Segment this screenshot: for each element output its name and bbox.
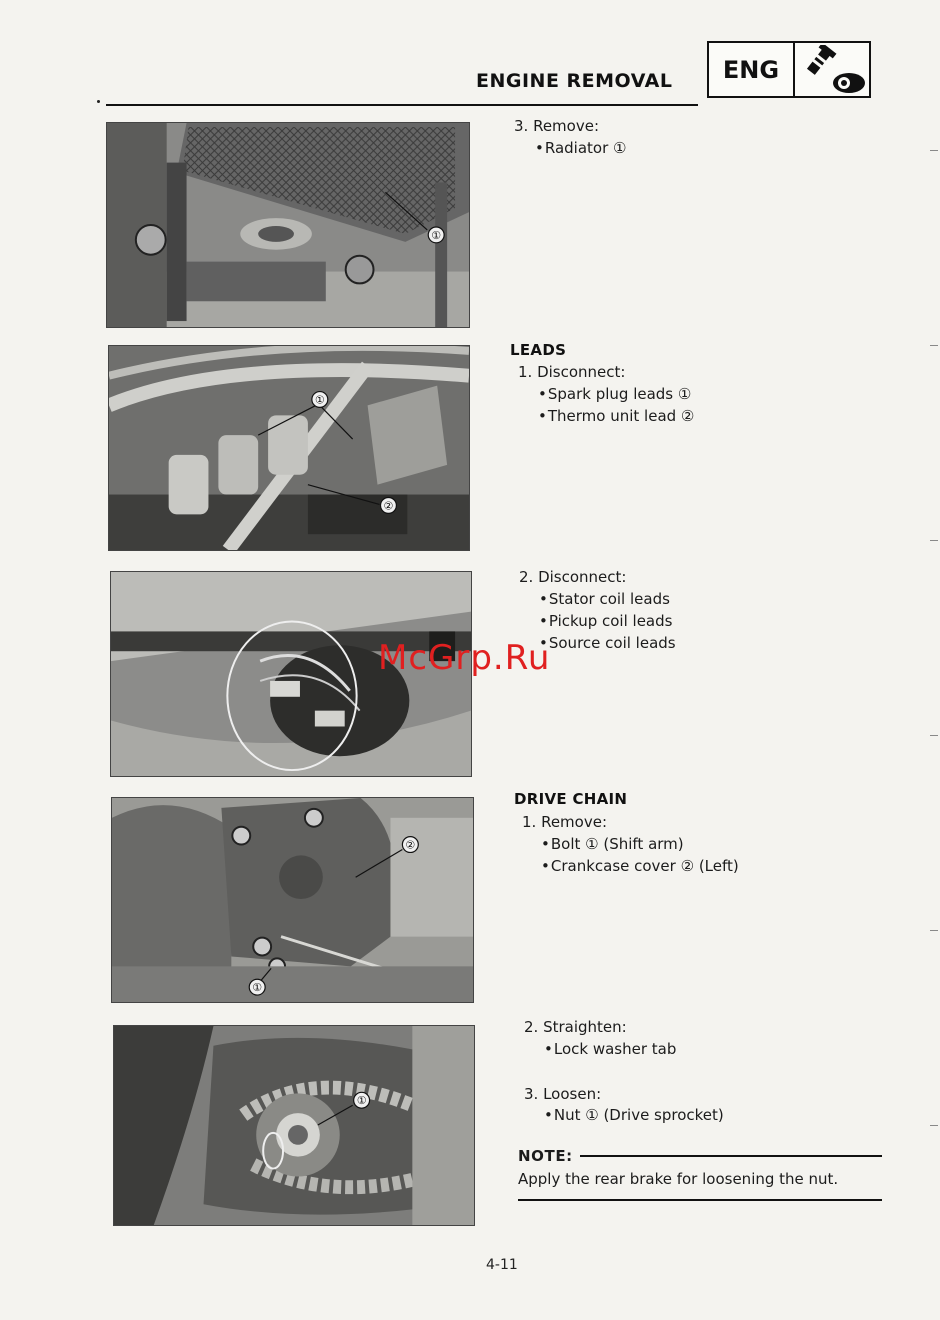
photo1-callout-1: ① bbox=[431, 228, 442, 242]
note-text: Apply the rear brake for loosening the nut. bbox=[518, 1170, 839, 1188]
section-badge bbox=[707, 41, 871, 98]
drive-chain-step-3: 3. Loosen: bbox=[524, 1085, 602, 1103]
radiator-item-1: • Radiator ① bbox=[535, 137, 626, 159]
edge-mark bbox=[930, 150, 938, 151]
drive-chain-step-2-item-1: • Lock washer tab bbox=[544, 1038, 676, 1060]
note-rule-bottom bbox=[518, 1199, 882, 1201]
radiator-step: 3. Remove: bbox=[514, 117, 600, 135]
page-title: ENGINE REMOVAL bbox=[476, 70, 673, 92]
page-number: 4-11 bbox=[486, 1257, 518, 1273]
drive-chain-step-3-item-1: • Nut ① (Drive sprocket) bbox=[544, 1104, 724, 1126]
drive-chain-step-1: 1. Remove: bbox=[522, 813, 608, 831]
leads-step-1-item-1: • Spark plug leads ① bbox=[538, 383, 691, 405]
photo-spark-plug-leads bbox=[108, 345, 470, 551]
leads-step-2: 2. Disconnect: bbox=[519, 568, 627, 586]
header-rule bbox=[106, 104, 698, 106]
photo5-callout-1: ① bbox=[356, 1094, 367, 1108]
leads-step-2-item-3: • Source coil leads bbox=[539, 632, 676, 654]
section-badge-label: ENG bbox=[709, 43, 795, 96]
edge-mark bbox=[930, 1125, 938, 1126]
edge-mark bbox=[930, 930, 938, 931]
leads-step-2-item-2: • Pickup coil leads bbox=[539, 610, 672, 632]
note-label: NOTE: bbox=[518, 1147, 573, 1165]
page-dot bbox=[97, 100, 100, 103]
edge-mark bbox=[930, 735, 938, 736]
leads-step-2-item-1: • Stator coil leads bbox=[539, 588, 670, 610]
note-rule-top bbox=[580, 1155, 882, 1157]
photo-crankcase-cover bbox=[111, 797, 474, 1003]
photo2-callout-1: ① bbox=[314, 393, 325, 407]
watermark: McGrp.Ru bbox=[378, 638, 551, 678]
leads-step-1: 1. Disconnect: bbox=[518, 363, 626, 381]
engine-wrench-icon bbox=[797, 45, 869, 95]
drive-chain-heading: DRIVE CHAIN bbox=[514, 790, 628, 808]
edge-mark bbox=[930, 345, 938, 346]
drive-chain-step-1-item-2: • Crankcase cover ② (Left) bbox=[541, 855, 739, 877]
photo2-callout-2: ② bbox=[383, 499, 394, 513]
leads-step-1-item-2: • Thermo unit lead ② bbox=[538, 405, 694, 427]
photo4-callout-1: ① bbox=[252, 981, 263, 995]
photo-drive-sprocket bbox=[113, 1025, 475, 1226]
leads-heading: LEADS bbox=[510, 341, 567, 359]
edge-mark bbox=[930, 540, 938, 541]
photo-radiator bbox=[106, 122, 470, 328]
drive-chain-step-1-item-1: • Bolt ① (Shift arm) bbox=[541, 833, 684, 855]
photo4-callout-2: ② bbox=[405, 838, 416, 852]
drive-chain-step-2: 2. Straighten: bbox=[524, 1018, 627, 1036]
